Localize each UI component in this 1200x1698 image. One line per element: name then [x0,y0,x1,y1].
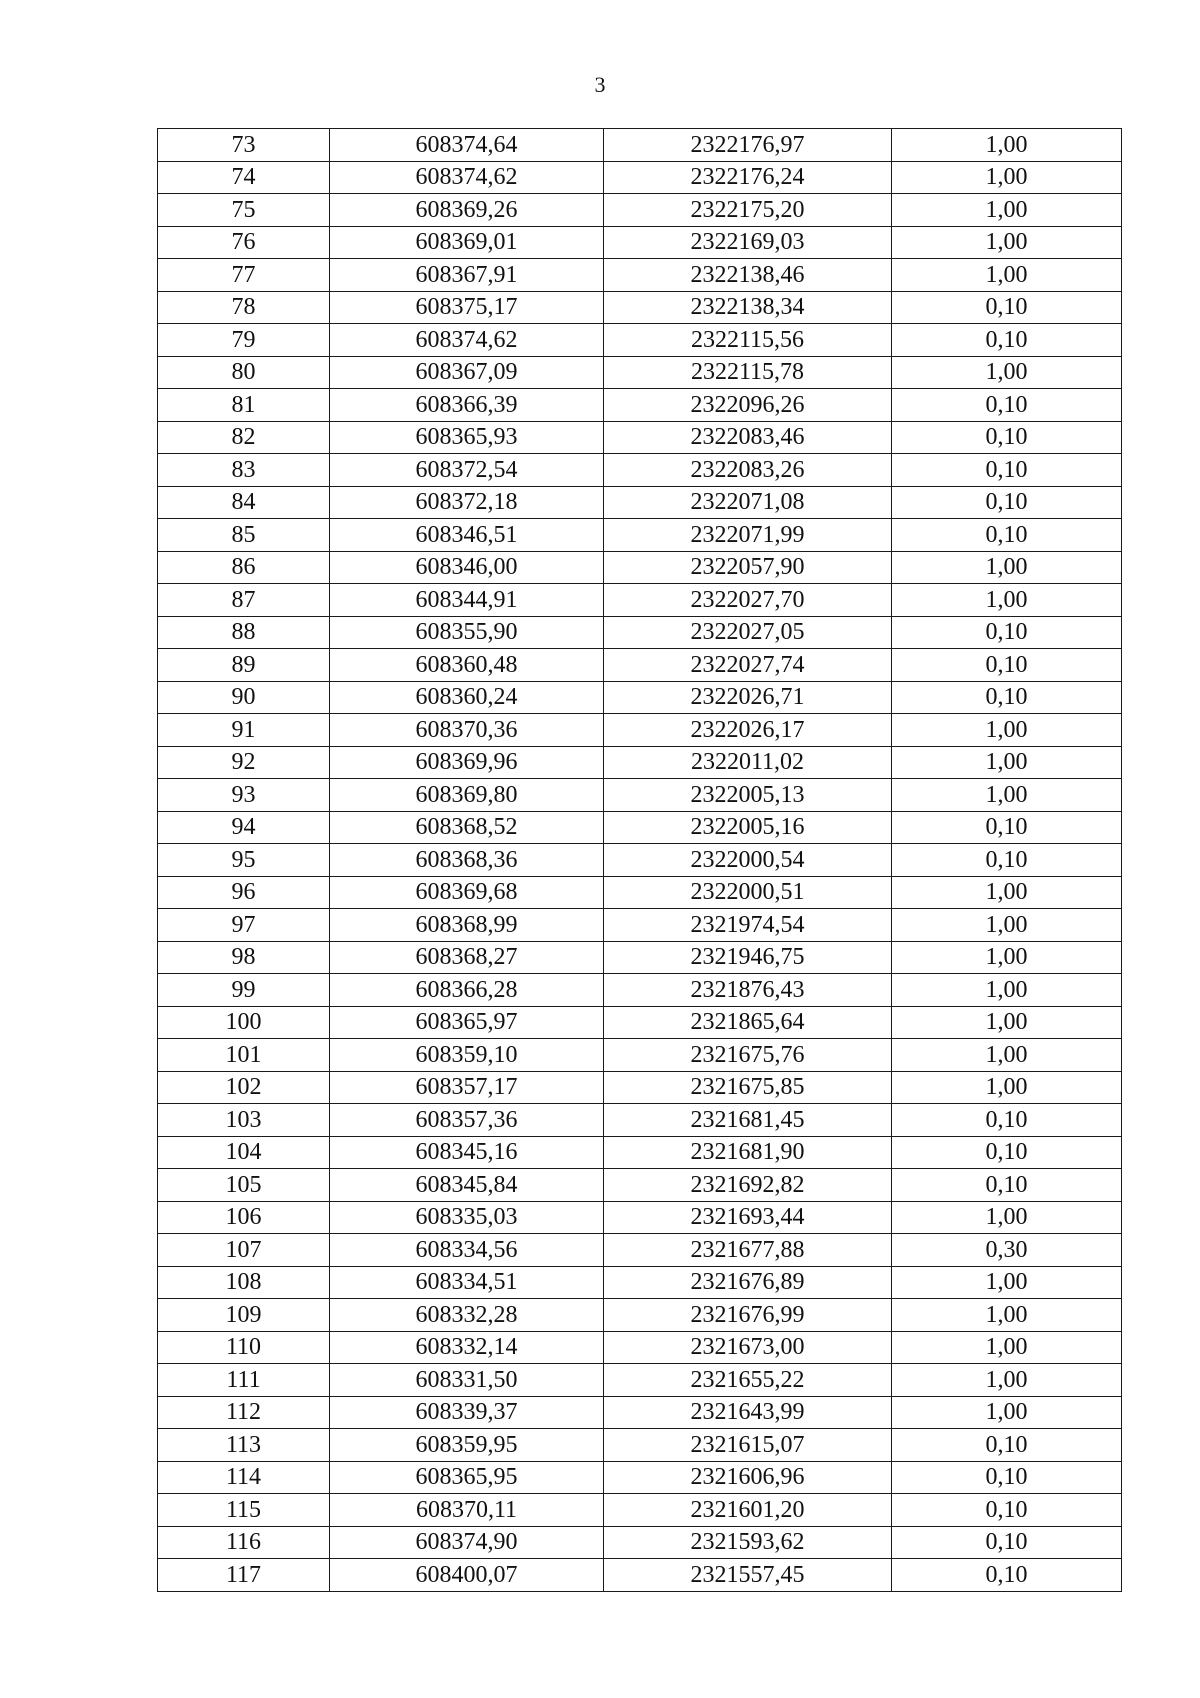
accuracy-cell: 1,00 [892,161,1122,194]
table-row [158,356,1122,389]
x-coordinate-cell: 608357,17 [330,1071,604,1104]
x-coordinate-cell: 608355,90 [330,616,604,649]
x-coordinate-cell: 608375,17 [330,291,604,324]
point-number-cell: 115 [158,1494,330,1527]
y-coordinate-cell: 2322027,70 [604,584,892,617]
x-coordinate-cell: 608360,48 [330,649,604,682]
y-coordinate-cell: 2321676,99 [604,1299,892,1332]
table-row [158,1104,1122,1137]
accuracy-cell: 1,00 [892,551,1122,584]
point-number-cell: 107 [158,1234,330,1267]
table-row [158,974,1122,1007]
point-number-cell: 73 [158,129,330,162]
accuracy-cell: 0,10 [892,1461,1122,1494]
table-row [158,1559,1122,1592]
y-coordinate-cell: 2321675,85 [604,1071,892,1104]
point-number-cell: 83 [158,454,330,487]
x-coordinate-cell: 608345,16 [330,1136,604,1169]
accuracy-cell: 1,00 [892,259,1122,292]
x-coordinate-cell: 608369,96 [330,746,604,779]
accuracy-cell: 1,00 [892,779,1122,812]
table-row [158,779,1122,812]
x-coordinate-cell: 608400,07 [330,1559,604,1592]
accuracy-cell: 1,00 [892,909,1122,942]
point-number-cell: 98 [158,941,330,974]
x-coordinate-cell: 608369,68 [330,876,604,909]
y-coordinate-cell: 2322026,17 [604,714,892,747]
table-row [158,649,1122,682]
table-row [158,1331,1122,1364]
x-coordinate-cell: 608365,95 [330,1461,604,1494]
y-coordinate-cell: 2322000,51 [604,876,892,909]
point-number-cell: 99 [158,974,330,1007]
x-coordinate-cell: 608374,62 [330,161,604,194]
point-number-cell: 79 [158,324,330,357]
y-coordinate-cell: 2322138,46 [604,259,892,292]
point-number-cell: 103 [158,1104,330,1137]
page-number: 3 [594,72,606,97]
accuracy-cell: 1,00 [892,714,1122,747]
x-coordinate-cell: 608332,14 [330,1331,604,1364]
point-number-cell: 82 [158,421,330,454]
table-row [158,909,1122,942]
accuracy-cell: 0,10 [892,324,1122,357]
accuracy-cell: 0,10 [892,1559,1122,1592]
x-coordinate-cell: 608331,50 [330,1364,604,1397]
y-coordinate-cell: 2322176,97 [604,129,892,162]
y-coordinate-cell: 2321601,20 [604,1494,892,1527]
point-number-cell: 75 [158,194,330,227]
x-coordinate-cell: 608344,91 [330,584,604,617]
x-coordinate-cell: 608345,84 [330,1169,604,1202]
table-row [158,616,1122,649]
accuracy-cell: 0,10 [892,1104,1122,1137]
y-coordinate-cell: 2322011,02 [604,746,892,779]
y-coordinate-cell: 2321606,96 [604,1461,892,1494]
accuracy-cell: 0,10 [892,616,1122,649]
y-coordinate-cell: 2321692,82 [604,1169,892,1202]
y-coordinate-cell: 2322005,16 [604,811,892,844]
accuracy-cell: 1,00 [892,1201,1122,1234]
table-row [158,1364,1122,1397]
x-coordinate-cell: 608365,97 [330,1006,604,1039]
table-row [158,1461,1122,1494]
accuracy-cell: 1,00 [892,876,1122,909]
x-coordinate-cell: 608335,03 [330,1201,604,1234]
accuracy-cell: 1,00 [892,1299,1122,1332]
x-coordinate-cell: 608374,62 [330,324,604,357]
coordinates-table-body [158,129,1122,1592]
x-coordinate-cell: 608369,01 [330,226,604,259]
x-coordinate-cell: 608374,64 [330,129,604,162]
table-row [158,1396,1122,1429]
y-coordinate-cell: 2321876,43 [604,974,892,1007]
x-coordinate-cell: 608346,51 [330,519,604,552]
x-coordinate-cell: 608357,36 [330,1104,604,1137]
table-row [158,1234,1122,1267]
table-row [158,324,1122,357]
x-coordinate-cell: 608370,11 [330,1494,604,1527]
table-row [158,1169,1122,1202]
x-coordinate-cell: 608370,36 [330,714,604,747]
x-coordinate-cell: 608359,95 [330,1429,604,1462]
y-coordinate-cell: 2322176,24 [604,161,892,194]
y-coordinate-cell: 2322026,71 [604,681,892,714]
table-row [158,1136,1122,1169]
accuracy-cell: 1,00 [892,1006,1122,1039]
y-coordinate-cell: 2321946,75 [604,941,892,974]
table-row [158,1201,1122,1234]
y-coordinate-cell: 2322115,56 [604,324,892,357]
point-number-cell: 86 [158,551,330,584]
point-number-cell: 88 [158,616,330,649]
y-coordinate-cell: 2321676,89 [604,1266,892,1299]
x-coordinate-cell: 608367,91 [330,259,604,292]
accuracy-cell: 1,00 [892,1396,1122,1429]
y-coordinate-cell: 2321677,88 [604,1234,892,1267]
x-coordinate-cell: 608332,28 [330,1299,604,1332]
point-number-cell: 114 [158,1461,330,1494]
point-number-cell: 97 [158,909,330,942]
y-coordinate-cell: 2321681,90 [604,1136,892,1169]
x-coordinate-cell: 608372,54 [330,454,604,487]
point-number-cell: 96 [158,876,330,909]
point-number-cell: 89 [158,649,330,682]
accuracy-cell: 0,10 [892,1494,1122,1527]
point-number-cell: 77 [158,259,330,292]
point-number-cell: 90 [158,681,330,714]
point-number-cell: 113 [158,1429,330,1462]
accuracy-cell: 0,10 [892,389,1122,422]
table-row [158,844,1122,877]
accuracy-cell: 1,00 [892,1364,1122,1397]
point-number-cell: 110 [158,1331,330,1364]
y-coordinate-cell: 2321693,44 [604,1201,892,1234]
accuracy-cell: 1,00 [892,1071,1122,1104]
table-row [158,161,1122,194]
x-coordinate-cell: 608368,52 [330,811,604,844]
point-number-cell: 111 [158,1364,330,1397]
table-row [158,194,1122,227]
y-coordinate-cell: 2321673,00 [604,1331,892,1364]
x-coordinate-cell: 608369,80 [330,779,604,812]
table-row [158,1266,1122,1299]
accuracy-cell: 0,10 [892,1136,1122,1169]
accuracy-cell: 0,10 [892,486,1122,519]
y-coordinate-cell: 2321643,99 [604,1396,892,1429]
point-number-cell: 74 [158,161,330,194]
y-coordinate-cell: 2321974,54 [604,909,892,942]
accuracy-cell: 0,10 [892,519,1122,552]
table-row [158,1299,1122,1332]
y-coordinate-cell: 2322083,26 [604,454,892,487]
x-coordinate-cell: 608359,10 [330,1039,604,1072]
y-coordinate-cell: 2322071,08 [604,486,892,519]
x-coordinate-cell: 608334,56 [330,1234,604,1267]
y-coordinate-cell: 2322138,34 [604,291,892,324]
point-number-cell: 93 [158,779,330,812]
accuracy-cell: 0,10 [892,1169,1122,1202]
accuracy-cell: 1,00 [892,974,1122,1007]
x-coordinate-cell: 608360,24 [330,681,604,714]
accuracy-cell: 1,00 [892,356,1122,389]
table-row [158,681,1122,714]
accuracy-cell: 1,00 [892,584,1122,617]
x-coordinate-cell: 608346,00 [330,551,604,584]
y-coordinate-cell: 2322071,99 [604,519,892,552]
coordinates-table [157,128,1122,1592]
table-row [158,1494,1122,1527]
y-coordinate-cell: 2322169,03 [604,226,892,259]
accuracy-cell: 1,00 [892,129,1122,162]
point-number-cell: 95 [158,844,330,877]
table-row [158,486,1122,519]
x-coordinate-cell: 608366,28 [330,974,604,1007]
y-coordinate-cell: 2322175,20 [604,194,892,227]
x-coordinate-cell: 608367,09 [330,356,604,389]
accuracy-cell: 0,30 [892,1234,1122,1267]
accuracy-cell: 1,00 [892,941,1122,974]
accuracy-cell: 1,00 [892,226,1122,259]
accuracy-cell: 1,00 [892,194,1122,227]
point-number-cell: 92 [158,746,330,779]
y-coordinate-cell: 2322083,46 [604,421,892,454]
x-coordinate-cell: 608369,26 [330,194,604,227]
x-coordinate-cell: 608339,37 [330,1396,604,1429]
point-number-cell: 116 [158,1526,330,1559]
y-coordinate-cell: 2322005,13 [604,779,892,812]
point-number-cell: 117 [158,1559,330,1592]
accuracy-cell: 1,00 [892,1266,1122,1299]
table-row [158,746,1122,779]
table-row [158,421,1122,454]
point-number-cell: 104 [158,1136,330,1169]
table-row [158,1006,1122,1039]
y-coordinate-cell: 2321615,07 [604,1429,892,1462]
point-number-cell: 91 [158,714,330,747]
accuracy-cell: 0,10 [892,1429,1122,1462]
table-row [158,129,1122,162]
point-number-cell: 108 [158,1266,330,1299]
table-row [158,1429,1122,1462]
accuracy-cell: 0,10 [892,681,1122,714]
y-coordinate-cell: 2322027,05 [604,616,892,649]
table-row [158,811,1122,844]
y-coordinate-cell: 2322027,74 [604,649,892,682]
table-row [158,226,1122,259]
table-row [158,389,1122,422]
point-number-cell: 109 [158,1299,330,1332]
table-row [158,1526,1122,1559]
y-coordinate-cell: 2322000,54 [604,844,892,877]
accuracy-cell: 1,00 [892,1331,1122,1364]
point-number-cell: 78 [158,291,330,324]
x-coordinate-cell: 608366,39 [330,389,604,422]
x-coordinate-cell: 608372,18 [330,486,604,519]
accuracy-cell: 1,00 [892,1039,1122,1072]
y-coordinate-cell: 2322115,78 [604,356,892,389]
table-row [158,454,1122,487]
point-number-cell: 84 [158,486,330,519]
accuracy-cell: 0,10 [892,1526,1122,1559]
point-number-cell: 102 [158,1071,330,1104]
point-number-cell: 101 [158,1039,330,1072]
point-number-cell: 87 [158,584,330,617]
x-coordinate-cell: 608365,93 [330,421,604,454]
x-coordinate-cell: 608368,27 [330,941,604,974]
y-coordinate-cell: 2322096,26 [604,389,892,422]
x-coordinate-cell: 608334,51 [330,1266,604,1299]
y-coordinate-cell: 2321655,22 [604,1364,892,1397]
point-number-cell: 81 [158,389,330,422]
y-coordinate-cell: 2322057,90 [604,551,892,584]
table-row [158,519,1122,552]
point-number-cell: 112 [158,1396,330,1429]
y-coordinate-cell: 2321675,76 [604,1039,892,1072]
accuracy-cell: 0,10 [892,844,1122,877]
table-row [158,876,1122,909]
point-number-cell: 80 [158,356,330,389]
accuracy-cell: 0,10 [892,421,1122,454]
x-coordinate-cell: 608368,36 [330,844,604,877]
x-coordinate-cell: 608374,90 [330,1526,604,1559]
point-number-cell: 106 [158,1201,330,1234]
table-row [158,259,1122,292]
table-row [158,584,1122,617]
accuracy-cell: 0,10 [892,649,1122,682]
y-coordinate-cell: 2321865,64 [604,1006,892,1039]
point-number-cell: 94 [158,811,330,844]
accuracy-cell: 0,10 [892,291,1122,324]
accuracy-cell: 0,10 [892,454,1122,487]
point-number-cell: 105 [158,1169,330,1202]
table-row [158,291,1122,324]
x-coordinate-cell: 608368,99 [330,909,604,942]
table-row [158,1039,1122,1072]
point-number-cell: 100 [158,1006,330,1039]
table-row [158,714,1122,747]
table-row [158,551,1122,584]
table-row [158,941,1122,974]
accuracy-cell: 1,00 [892,746,1122,779]
accuracy-cell: 0,10 [892,811,1122,844]
table-row [158,1071,1122,1104]
point-number-cell: 76 [158,226,330,259]
y-coordinate-cell: 2321593,62 [604,1526,892,1559]
point-number-cell: 85 [158,519,330,552]
y-coordinate-cell: 2321681,45 [604,1104,892,1137]
y-coordinate-cell: 2321557,45 [604,1559,892,1592]
